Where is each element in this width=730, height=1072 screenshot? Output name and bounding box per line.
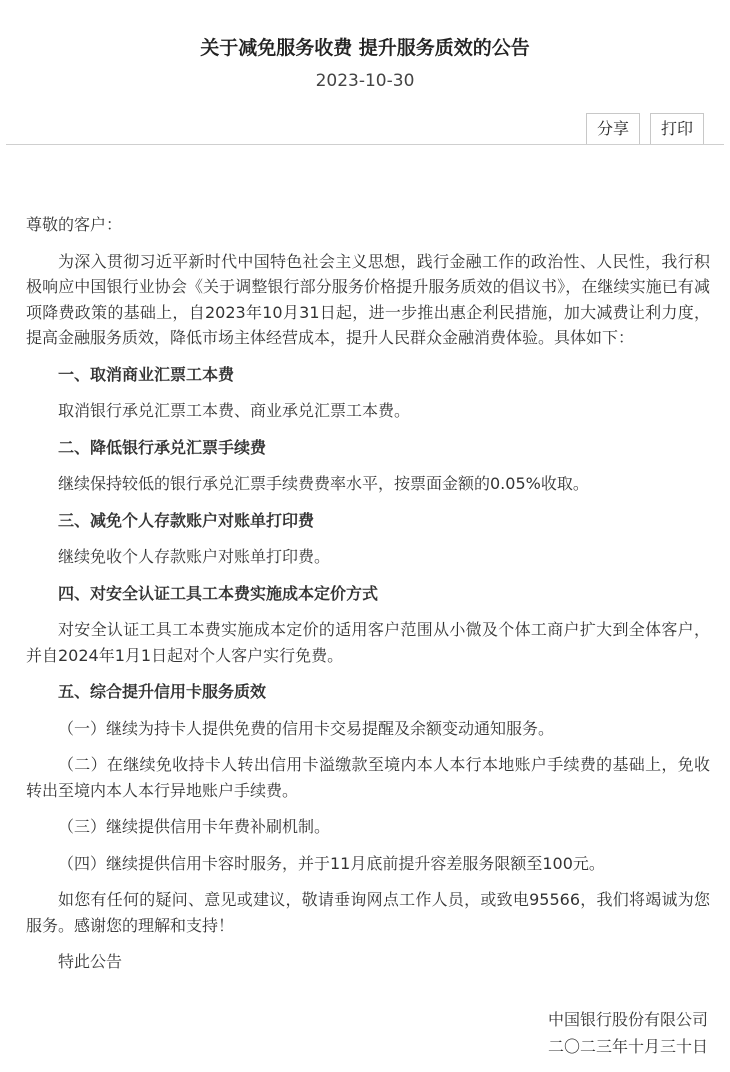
credit-card-item: （二）在继续免收持卡人转出信用卡溢缴款至境内本人本行本地账户手续费的基础上，免收转出至境内本人本行异地账户手续费。	[26, 755, 710, 800]
section-text: 取消银行承兑汇票工本费、商业承兑汇票工本费。	[58, 401, 411, 420]
announcement-body	[26, 212, 710, 975]
credit-card-item: （四）继续提供信用卡容时服务，并于11月底前提升容差服务限额至100元。	[58, 853, 605, 873]
print-button[interactable]: 打印	[650, 113, 704, 144]
page-title: 关于减免服务收费 提升服务质效的公告	[200, 37, 530, 59]
credit-card-item: （一）继续为持卡人提供免费的信用卡交易提醒及余额变动通知服务。	[58, 718, 555, 738]
section-heading: 二、降低银行承兑汇票手续费	[58, 437, 267, 457]
signature-org: 中国银行股份有限公司	[547, 1010, 708, 1029]
notice-line: 特此公告	[58, 952, 123, 971]
closing-paragraph: 如您有任何的疑问、意见或建议，敬请垂询网点工作人员，或致电95566，我们将竭诚为您服务。感谢您的理解和支持！	[26, 890, 710, 935]
section-heading: 三、减免个人存款账户对账单打印费	[58, 510, 315, 530]
publish-date: 2023-10-30	[315, 71, 415, 91]
section-text: 对安全认证工具工本费实施成本定价的适用客户范围从小微及个体工商户扩大到全体客户，并自2024年1月1日起对个人客户实行免费。	[26, 620, 710, 665]
section-heading: 一、取消商业汇票工本费	[58, 364, 235, 384]
section-heading: 五、综合提升信用卡服务质效	[58, 682, 267, 701]
section-heading: 四、对安全认证工具工本费实施成本定价方式	[58, 583, 379, 603]
credit-card-item: （三）继续提供信用卡年费补刷机制。	[58, 817, 331, 836]
toolbar	[586, 113, 704, 144]
section-text: 继续保持较低的银行承兑汇票手续费费率水平，按票面金额的0.05%收取。	[58, 474, 589, 493]
header-divider	[6, 144, 724, 145]
share-button[interactable]: 分享	[586, 113, 640, 144]
salutation: 尊敬的客户：	[26, 215, 123, 234]
signature-date: 二〇二三年十月三十日	[547, 1037, 708, 1056]
section-text: 继续免收个人存款账户对账单打印费。	[58, 547, 331, 566]
intro-paragraph: 为深入贯彻习近平新时代中国特色社会主义思想，践行金融工作的政治性、人民性，我行积极响应中国银行业协会《关于调整银行部分服务价格提升服务质效的倡议书》，在继续实施已有减项降费政策的基础上，自2023年10月31日起，进一步推出惠企利民措施，加大减费让利力度，提高金融服务质效，降低市场主体经营成本，提升人民群众金融消费体验。具体如下：	[26, 251, 710, 347]
